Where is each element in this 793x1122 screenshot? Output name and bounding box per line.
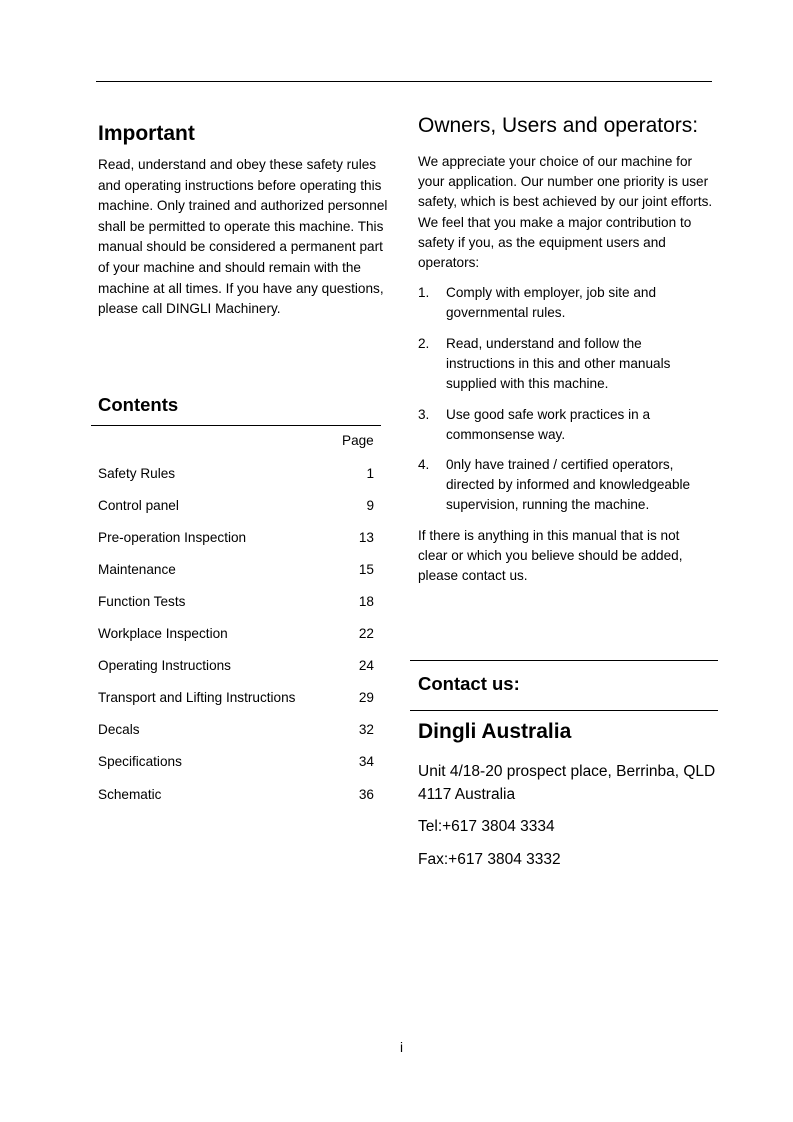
list-item [418,334,708,395]
important-text: Read, understand and obey these safety rules and operating instructions before operating this machine. Only trained and authorized personnel shall be permitted to operate this machine. This manual should be considered a permanent part of your machine and should remain with the machine at all times. If you have any questions, please call DINGLI Machinery. [98,157,388,317]
list-item [418,405,708,445]
header-rule [96,81,712,82]
toc-page: 24 [358,658,374,673]
toc-title: Function Tests [98,594,186,609]
toc-page: 34 [358,754,374,769]
contact-bottom-rule [410,710,718,711]
toc-title: Maintenance [98,562,176,577]
toc-row[interactable] [98,658,374,673]
tel-text[interactable]: Tel:+617 3804 3334 [418,818,555,835]
toc-row[interactable] [98,690,374,705]
toc-title: Schematic [98,787,162,802]
toc-title: Pre-operation Inspection [98,530,247,545]
toc-page: 18 [358,594,374,609]
contents-rule [91,425,381,426]
contact-heading: Contact us: [418,673,520,694]
list-item-number: 4. [418,457,430,472]
list-item-text: Use good safe work practices in a commonsense way. [446,407,651,443]
important-heading: Important [98,122,195,145]
toc-title: Specifications [98,754,182,769]
page-column-label: Page [342,433,374,448]
owners-intro: We appreciate your choice of our machine for your application. Our number one priority is user safety, which is best achieved by our joint efforts. We feel that you make a major contribution to safety if you, as the equipment users and operators: [418,154,713,271]
toc-page: 32 [358,722,374,737]
toc-page: 1 [366,466,374,481]
fax-text: Fax:+617 3804 3332 [418,851,561,868]
address-text: Unit 4/18-20 prospect place, Berrinba, QLD 4117 Australia [418,763,716,803]
toc-row[interactable] [98,626,374,641]
toc-page: 29 [358,690,374,705]
page-number: i [400,1040,404,1055]
list-item [418,455,708,516]
list-item-text: Read, understand and follow the instructions in this and other manuals supplied with this machine. [446,336,671,392]
toc-title: Transport and Lifting Instructions [98,690,296,705]
toc-row[interactable] [98,498,374,513]
toc-row[interactable] [98,722,374,737]
toc-title: Safety Rules [98,466,176,481]
list-item-text: 0nly have trained / certified operators, directed by informed and knowledgeable supervision, running the machine. [446,457,691,513]
toc-row[interactable] [98,466,374,481]
toc-title: Workplace Inspection [98,626,228,641]
toc-row[interactable] [98,754,374,769]
toc-page: 9 [366,498,374,513]
list-item-number: 2. [418,336,430,351]
toc-page: 22 [358,626,374,641]
toc-title: Control panel [98,498,179,513]
toc-row[interactable] [98,787,374,802]
owners-closing: If there is anything in this manual that is not clear or which you believe should be added, please contact us. [418,528,683,584]
toc-page: 36 [358,787,374,802]
contact-top-rule [410,660,718,661]
toc-title: Operating Instructions [98,658,231,673]
toc-title: Decals [98,722,140,737]
contents-heading: Contents [98,394,179,415]
list-item [418,283,708,323]
owners-heading: Owners, Users and operators: [418,114,699,137]
list-item-number: 3. [418,407,430,422]
list-item-text: Comply with employer, job site and governmental rules. [446,285,657,321]
toc-row[interactable] [98,562,374,577]
list-item-number: 1. [418,285,430,300]
toc-row[interactable] [98,594,374,609]
toc-row[interactable] [98,530,374,545]
toc-page: 13 [358,530,374,545]
company-name: Dingli Australia [418,720,572,743]
toc-page: 15 [358,562,374,577]
